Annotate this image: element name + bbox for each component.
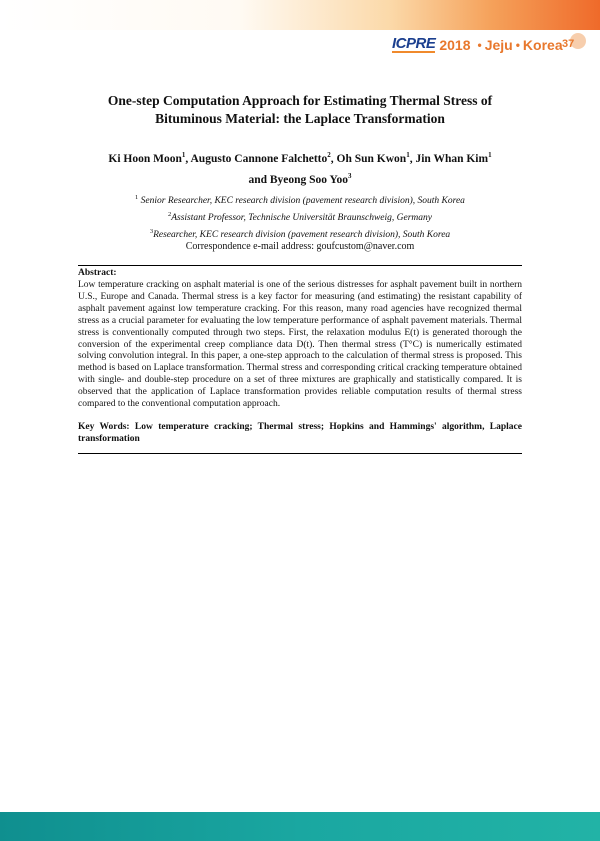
- keywords: Key Words: Low temperature cracking; Thermal stress; Hopkins and Hammings' algorithm, Laplace transformation: [78, 422, 522, 444]
- conference-city: Jeju: [484, 37, 513, 53]
- affiliation-item: [78, 225, 522, 242]
- author-affil-mark: 1: [488, 151, 492, 159]
- affiliation-mark: 2: [167, 211, 172, 219]
- affiliation-item: [78, 208, 522, 225]
- affiliation-mark: 1: [135, 194, 139, 201]
- author-name: and Byeong Soo Yoo: [248, 173, 349, 186]
- author-line-2: [78, 168, 522, 189]
- author-name: , Jin Whan Kim: [409, 152, 489, 165]
- conference-logo-mark: ICPRE: [392, 35, 436, 52]
- conference-logo: [392, 36, 563, 54]
- author-line-1: [78, 147, 522, 168]
- paper-title-line-2: Bituminous Material: the Laplace Transformation: [155, 111, 445, 126]
- abstract-top-divider: [78, 265, 522, 266]
- affiliation-text: Senior Researcher, KEC research division (pavement research division), South Korea: [138, 196, 465, 207]
- correspondence-email: Correspondence e-mail address: goufcustom@naver.com: [185, 241, 415, 252]
- affiliation-list: [78, 191, 522, 242]
- author-affil-mark: 1: [181, 151, 186, 159]
- paper-title-line-1: One-step Computation Approach for Estimating Thermal Stress of: [107, 93, 493, 108]
- author-affil-mark: 1: [406, 151, 410, 159]
- affiliation-mark: 3: [149, 228, 154, 236]
- affiliation-item: [78, 191, 522, 208]
- author-name: , Augusto Cannone Falchetto: [185, 152, 328, 165]
- author-list: [78, 147, 522, 189]
- footer-band: [0, 812, 600, 841]
- separator-dot: •: [515, 38, 520, 52]
- abstract-body: Low temperature cracking on asphalt material is one of the serious distresses for asphalt pavement built in northern U.S., Europe and Canada. Thermal stress is a key factor for measuring (and estimating) the resistant capability of asphalt pavement against low temperature cracking. For this reason, many road agencies have recognized thermal stress as a crucial parameter for evaluating the low temperature performance of asphalt pavement materials. Thermal stress is conventionally computed through two steps. First, the relaxation modulus E(t) is generated thorough the conversion of the experimental creep compliance data D(t). Then thermal stress (T°C) is numerically estimated solving convolution integral. In this paper, a one-step approach to the calculation of thermal stress is proposed. This method is based on Laplace transformation. Thermal stress and corresponding critical cracking temperature obtained with single- and double-step procedure on a set of three mixtures are graphically and statistically compared. It is observed that the application of Laplace transformation provides reliable computation results of thermal stress compared to the conventional computation approach.: [78, 280, 522, 410]
- conference-year: 2018: [439, 37, 471, 53]
- author-affil-mark: 3: [348, 171, 352, 180]
- abstract-heading: Abstract:: [78, 268, 117, 278]
- author-affil-mark: 2: [327, 151, 331, 159]
- author-name: Ki Hoon Moon: [108, 152, 182, 165]
- separator-dot: •: [477, 38, 482, 52]
- abstract-bottom-divider: [78, 453, 522, 454]
- author-name: , Oh Sun Kwon: [330, 152, 407, 165]
- affiliation-text: Assistant Professor, Technische Universität Braunschweig, Germany: [171, 213, 433, 224]
- paper-title: [78, 92, 522, 128]
- header-band: [0, 0, 600, 30]
- page-number: 37: [562, 38, 575, 50]
- affiliation-text: Researcher, KEC research division (pavement research division), South Korea: [153, 230, 451, 241]
- conference-country: Korea: [522, 37, 563, 53]
